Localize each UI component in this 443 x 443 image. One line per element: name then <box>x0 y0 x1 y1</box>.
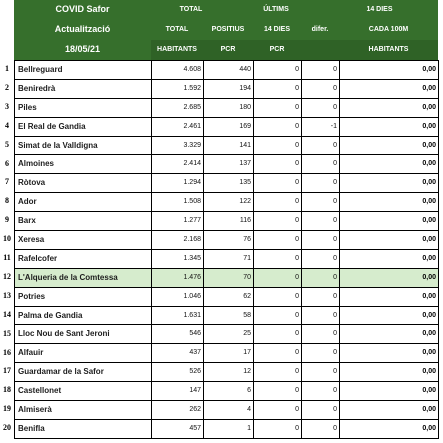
municipality-cell[interactable]: Almiserà <box>15 401 152 420</box>
pcr-14dies-cell[interactable]: 0 <box>254 174 302 193</box>
table-row[interactable] <box>15 325 439 344</box>
municipality-cell[interactable]: Alfauir <box>15 344 152 363</box>
pcr-14dies-cell[interactable]: 0 <box>254 268 302 287</box>
table-row[interactable] <box>15 306 439 325</box>
row-number: 14 <box>3 309 11 319</box>
habitants-cell[interactable]: 2.414 <box>152 155 204 174</box>
pcr-14dies-cell[interactable]: 0 <box>254 382 302 401</box>
positius-cell[interactable]: 122 <box>204 193 254 212</box>
positius-cell[interactable]: 4 <box>204 401 254 420</box>
rate-100m-cell[interactable]: 0,00 <box>340 325 439 344</box>
table-row[interactable] <box>15 363 439 382</box>
table-row[interactable] <box>15 344 439 363</box>
positius-cell[interactable]: 62 <box>204 287 254 306</box>
habitants-cell[interactable]: 1.508 <box>152 193 204 212</box>
municipality-cell[interactable]: El Real de Gandia <box>15 117 152 136</box>
habitants-cell[interactable]: 546 <box>152 325 204 344</box>
rate-100m-cell[interactable]: 0,00 <box>340 231 439 250</box>
difer-cell[interactable]: 0 <box>302 174 340 193</box>
difer-cell[interactable]: 0 <box>302 363 340 382</box>
table-row[interactable] <box>15 155 439 174</box>
table-row[interactable] <box>15 287 439 306</box>
difer-cell[interactable]: 0 <box>302 79 340 98</box>
habitants-cell[interactable]: 1.592 <box>152 79 204 98</box>
rate-100m-cell[interactable]: 0,00 <box>340 61 439 80</box>
rate-100m-cell[interactable]: 0,00 <box>340 79 439 98</box>
municipality-cell[interactable]: Barx <box>15 212 152 231</box>
habitants-cell[interactable]: 1.476 <box>152 268 204 287</box>
table-row[interactable] <box>15 136 439 155</box>
row-number: 3 <box>5 101 9 111</box>
difer-cell[interactable]: 0 <box>302 401 340 420</box>
habitants-cell[interactable]: 437 <box>152 344 204 363</box>
rate-100m-cell[interactable]: 0,00 <box>340 268 439 287</box>
table-row[interactable] <box>15 193 439 212</box>
municipality-cell[interactable]: Benifla <box>15 419 152 438</box>
table-row[interactable] <box>15 117 439 136</box>
pcr-14dies-cell[interactable]: 0 <box>254 117 302 136</box>
habitants-cell[interactable]: 1.345 <box>152 249 204 268</box>
municipality-cell[interactable]: Ròtova <box>15 174 152 193</box>
positius-cell[interactable]: 17 <box>204 344 254 363</box>
habitants-cell[interactable]: 1.277 <box>152 212 204 231</box>
header-total-mid: TOTAL <box>151 20 203 40</box>
pcr-14dies-cell[interactable]: 0 <box>254 212 302 231</box>
pcr-14dies-cell[interactable]: 0 <box>254 419 302 438</box>
rate-100m-cell[interactable]: 0,00 <box>340 344 439 363</box>
header-blank-bot <box>301 40 339 60</box>
municipality-cell[interactable]: Palma de Gandia <box>15 306 152 325</box>
header-date: 18/05/21 <box>14 40 151 60</box>
habitants-cell[interactable]: 2.685 <box>152 98 204 117</box>
positius-cell[interactable]: 116 <box>204 212 254 231</box>
difer-cell[interactable]: 0 <box>302 231 340 250</box>
positius-cell[interactable]: 440 <box>204 61 254 80</box>
header-habitants-bot2: HABITANTS <box>339 40 438 60</box>
difer-cell[interactable]: 0 <box>302 193 340 212</box>
rate-100m-cell[interactable]: 0,00 <box>340 419 439 438</box>
row-number: 7 <box>5 177 9 187</box>
header-difer-mid: difer. <box>301 20 339 40</box>
rate-100m-cell[interactable]: 0,00 <box>340 382 439 401</box>
header-ultims-top: ÚLTIMS <box>231 0 321 20</box>
positius-cell[interactable]: 6 <box>204 382 254 401</box>
rate-100m-cell[interactable]: 0,00 <box>340 401 439 420</box>
pcr-14dies-cell[interactable]: 0 <box>254 306 302 325</box>
table-row[interactable] <box>15 401 439 420</box>
positius-cell[interactable]: 25 <box>204 325 254 344</box>
row-number: 18 <box>3 385 11 395</box>
habitants-cell[interactable]: 1.294 <box>152 174 204 193</box>
data-table <box>14 60 439 439</box>
row-number: 17 <box>3 366 11 376</box>
municipality-cell[interactable]: Ador <box>15 193 152 212</box>
row-number: 16 <box>3 347 11 357</box>
municipality-cell[interactable]: L'Alqueria de la Comtessa <box>15 268 152 287</box>
table-header <box>0 0 443 60</box>
pcr-14dies-cell[interactable]: 0 <box>254 287 302 306</box>
municipality-cell[interactable]: Castellonet <box>15 382 152 401</box>
municipality-cell[interactable]: Rafelcofer <box>15 249 152 268</box>
row-number: 5 <box>5 139 9 149</box>
pcr-14dies-cell[interactable]: 0 <box>254 98 302 117</box>
habitants-cell[interactable]: 1.631 <box>152 306 204 325</box>
table-row[interactable] <box>15 382 439 401</box>
pcr-14dies-cell[interactable]: 0 <box>254 401 302 420</box>
rate-100m-cell[interactable]: 0,00 <box>340 98 439 117</box>
difer-cell[interactable]: 0 <box>302 419 340 438</box>
habitants-cell[interactable]: 4.608 <box>152 61 204 80</box>
municipality-cell[interactable]: Guardamar de la Safor <box>15 363 152 382</box>
table-row[interactable] <box>15 249 439 268</box>
rate-100m-cell[interactable]: 0,00 <box>340 249 439 268</box>
pcr-14dies-cell[interactable]: 0 <box>254 249 302 268</box>
pcr-14dies-cell[interactable]: 0 <box>254 231 302 250</box>
table-row[interactable] <box>15 98 439 117</box>
row-number: 1 <box>5 64 9 73</box>
rate-100m-cell[interactable]: 0,00 <box>340 174 439 193</box>
pcr-14dies-cell[interactable]: 0 <box>254 325 302 344</box>
rate-100m-cell[interactable]: 0,00 <box>340 363 439 382</box>
pcr-14dies-cell[interactable]: 0 <box>254 136 302 155</box>
difer-cell[interactable]: 0 <box>302 98 340 117</box>
row-number: 4 <box>5 120 9 130</box>
positius-cell[interactable]: 76 <box>204 231 254 250</box>
municipality-cell[interactable]: Almoines <box>15 155 152 174</box>
positius-cell[interactable]: 135 <box>204 174 254 193</box>
row-number: 8 <box>5 196 9 206</box>
table-row[interactable] <box>15 174 439 193</box>
municipality-cell[interactable]: Simat de la Valldigna <box>15 136 152 155</box>
positius-cell[interactable]: 137 <box>204 155 254 174</box>
difer-cell[interactable]: 0 <box>302 344 340 363</box>
table-row[interactable] <box>15 79 439 98</box>
rate-100m-cell[interactable]: 0,00 <box>340 193 439 212</box>
header-pcr-bot1: PCR <box>203 40 253 60</box>
habitants-cell[interactable]: 2.168 <box>152 231 204 250</box>
header-habitants-bot: HABITANTS <box>151 40 203 60</box>
difer-cell[interactable]: -1 <box>302 117 340 136</box>
table-row[interactable] <box>15 268 439 287</box>
difer-cell[interactable]: 0 <box>302 268 340 287</box>
positius-cell[interactable]: 71 <box>204 249 254 268</box>
habitants-cell[interactable]: 457 <box>152 419 204 438</box>
positius-cell[interactable]: 141 <box>204 136 254 155</box>
habitants-cell[interactable]: 147 <box>152 382 204 401</box>
habitants-cell[interactable]: 262 <box>152 401 204 420</box>
positius-cell[interactable]: 169 <box>204 117 254 136</box>
municipality-cell[interactable]: Lloc Nou de Sant Jeroni <box>15 325 152 344</box>
table-row[interactable] <box>15 231 439 250</box>
difer-cell[interactable]: 0 <box>302 382 340 401</box>
pcr-14dies-cell[interactable]: 0 <box>254 61 302 80</box>
row-number: 20 <box>3 423 11 433</box>
row-number: 15 <box>3 328 11 338</box>
positius-cell[interactable]: 180 <box>204 98 254 117</box>
difer-cell[interactable]: 0 <box>302 155 340 174</box>
header-positius-mid: POSITIUS <box>203 20 253 40</box>
rate-100m-cell[interactable]: 0,00 <box>340 212 439 231</box>
pcr-14dies-cell[interactable]: 0 <box>254 344 302 363</box>
positius-cell[interactable]: 194 <box>204 79 254 98</box>
pcr-14dies-cell[interactable]: 0 <box>254 193 302 212</box>
row-number: 9 <box>5 215 9 225</box>
header-14dies-mid: 14 DIES <box>253 20 301 40</box>
difer-cell[interactable]: 0 <box>302 249 340 268</box>
municipality-cell[interactable]: Potries <box>15 287 152 306</box>
positius-cell[interactable]: 1 <box>204 419 254 438</box>
difer-cell[interactable]: 0 <box>302 287 340 306</box>
row-number: 11 <box>3 253 11 262</box>
habitants-cell[interactable]: 526 <box>152 363 204 382</box>
positius-cell[interactable]: 12 <box>204 363 254 382</box>
difer-cell[interactable]: 0 <box>302 212 340 231</box>
difer-cell[interactable]: 0 <box>302 136 340 155</box>
rate-100m-cell[interactable]: 0,00 <box>340 136 439 155</box>
rate-100m-cell[interactable]: 0,00 <box>340 287 439 306</box>
header-cada-mid: CADA 100M <box>339 20 438 40</box>
municipality-cell[interactable]: Bellreguard <box>15 61 152 80</box>
rate-100m-cell[interactable]: 0,00 <box>340 117 439 136</box>
header-subtitle: Actualització <box>14 20 151 40</box>
habitants-cell[interactable]: 2.461 <box>152 117 204 136</box>
table-row[interactable] <box>15 419 439 438</box>
table-row[interactable] <box>15 61 439 80</box>
table-row[interactable] <box>15 212 439 231</box>
difer-cell[interactable]: 0 <box>302 325 340 344</box>
habitants-cell[interactable]: 3.329 <box>152 136 204 155</box>
municipality-cell[interactable]: Xeresa <box>15 231 152 250</box>
row-number: 13 <box>3 290 11 300</box>
row-number: 6 <box>5 158 9 168</box>
row-number: 19 <box>3 404 11 414</box>
row-number: 12 <box>3 271 11 281</box>
municipality-cell[interactable]: Piles <box>15 98 152 117</box>
rate-100m-cell[interactable]: 0,00 <box>340 306 439 325</box>
habitants-cell[interactable]: 1.046 <box>152 287 204 306</box>
positius-cell[interactable]: 70 <box>204 268 254 287</box>
difer-cell[interactable]: 0 <box>302 306 340 325</box>
row-number: 10 <box>3 234 11 244</box>
pcr-14dies-cell[interactable]: 0 <box>254 363 302 382</box>
municipality-cell[interactable]: Beniredrà <box>15 79 152 98</box>
header-14dies-top: 14 DIES <box>321 0 438 20</box>
header-total-top: TOTAL <box>151 0 231 20</box>
positius-cell[interactable]: 58 <box>204 306 254 325</box>
pcr-14dies-cell[interactable]: 0 <box>254 79 302 98</box>
row-number: 2 <box>5 82 9 92</box>
header-title: COVID Safor <box>14 0 151 20</box>
pcr-14dies-cell[interactable]: 0 <box>254 155 302 174</box>
header-pcr-bot2: PCR <box>253 40 301 60</box>
difer-cell[interactable]: 0 <box>302 61 340 80</box>
rate-100m-cell[interactable]: 0,00 <box>340 155 439 174</box>
